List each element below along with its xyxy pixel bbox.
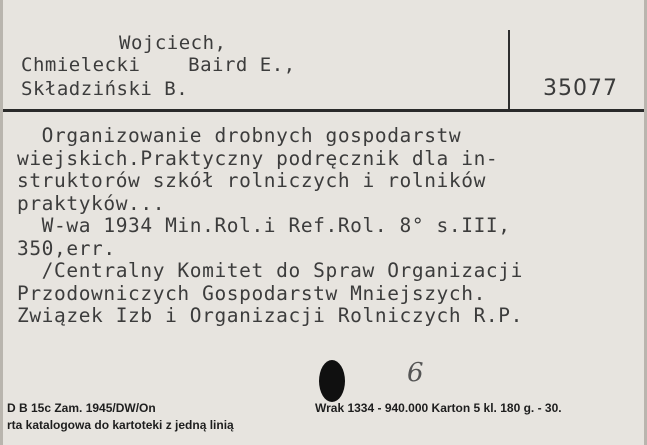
description-line: Organizowanie drobnych gospodarstw	[17, 124, 462, 147]
card-caption: rta katalogowa do kartoteki z jedną linią	[7, 418, 234, 432]
description-line: Przodowniczych Gospodarstw Mniejszych.	[17, 281, 486, 305]
author-line-1: Wojciech,	[119, 32, 227, 54]
description-line: wiejskich.Praktyczny podręcznik dla in-	[17, 146, 499, 170]
pencil-annotation: 6	[407, 358, 424, 388]
print-info-right: Wrak 1334 - 940.000 Karton 5 kl. 180 g. - 30.	[315, 401, 562, 415]
description-line: struktorów szkół rolniczych i rolników	[17, 169, 486, 192]
description-line: praktyków...	[17, 191, 166, 215]
description-line: 350,err.	[17, 236, 116, 260]
header-horizontal-rule	[3, 109, 647, 112]
description-line: /Centralny Komitet do Spraw Organizacji	[17, 259, 523, 282]
punch-hole	[319, 360, 345, 402]
card-header	[3, 0, 647, 112]
author-line-2: Chmielecki Baird E.,	[21, 54, 296, 76]
card-description	[17, 125, 647, 328]
description-line: Związek Izb i Organizacji Rolniczych R.P.	[17, 304, 523, 327]
call-number: 35077	[543, 76, 618, 101]
print-info-left: D B 15c Zam. 1945/DW/On	[7, 401, 156, 415]
author-line-3: Składziński B.	[21, 78, 189, 100]
description-line: W-wa 1934 Min.Rol.i Ref.Rol. 8° s.III,	[17, 214, 511, 237]
header-vertical-rule	[508, 30, 510, 110]
